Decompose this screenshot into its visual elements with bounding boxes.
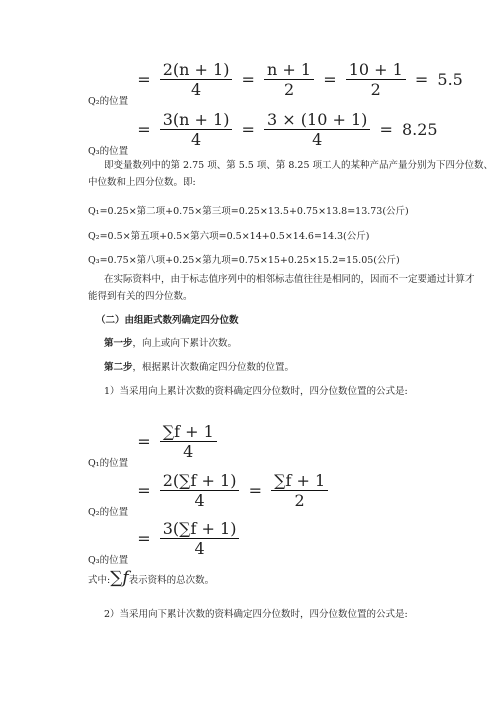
equation-q2-position — [88, 60, 463, 107]
denominator: 4 — [194, 539, 205, 558]
fraction — [160, 60, 233, 99]
denominator: 2 — [294, 491, 305, 510]
equals-sign: = — [323, 70, 337, 89]
denominator: 2 — [370, 80, 381, 99]
denominator: 2 — [283, 80, 295, 99]
formula-q1-position — [88, 422, 217, 469]
equation-label: Q₃的位置 — [88, 146, 129, 157]
q1-calculation: Q₁=0.25×第二项+0.75×第三项=0.25×13.5+0.75×13.8=13.73(公斤) — [88, 206, 409, 217]
fraction — [264, 60, 314, 99]
fraction — [160, 422, 217, 461]
numerator: n + 1 — [267, 60, 312, 79]
numerator: 3(n + 1) — [162, 110, 230, 129]
step-2 — [104, 359, 294, 373]
where-line — [88, 568, 214, 588]
equals-sign: = — [414, 70, 429, 89]
where-prefix: 式中: — [88, 575, 111, 586]
equation-label: Q₂的位置 — [88, 96, 129, 107]
equation-q3-position — [88, 110, 438, 157]
equation-label: Q₂的位置 — [88, 507, 129, 518]
denominator: 4 — [183, 442, 194, 461]
sum-f-symbol: ∑f — [110, 568, 129, 588]
note-line-1: 在实际资料中，由于标志值序列中的相邻标志值往往是相同的，因而不一定要通过计算才 — [104, 274, 475, 285]
denominator: 4 — [190, 80, 202, 99]
q3-calculation: Q₃=0.75×第八项+0.25×第九项=0.75×15+0.25×15.2=15.05(公斤) — [88, 255, 400, 266]
denominator: 4 — [312, 130, 323, 149]
formula-q3-position — [88, 519, 239, 566]
equals-sign: = — [137, 432, 151, 451]
step-1-label: 第一步 — [104, 338, 133, 349]
note-paragraph — [88, 271, 475, 305]
step-2-label: 第二步 — [104, 362, 133, 373]
step-1-text: ，向上或向下累计次数。 — [132, 338, 238, 349]
equals-sign: = — [241, 120, 255, 139]
equals-sign: = — [379, 120, 393, 139]
result: 5.5 — [437, 70, 463, 89]
intro-line-2: 中位数和上四分位数。即: — [88, 177, 196, 188]
intro-line-1: 即变量数列中的第 2.75 项、第 5.5 项、第 8.25 项工人的某种产品产量分别为下四分位数、 — [104, 160, 494, 171]
step-2-text: ，根据累计次数确定四分位数的位置。 — [132, 362, 295, 373]
numerator: 3(∑f + 1) — [162, 519, 237, 538]
q2-calculation: Q₂=0.5×第五项+0.5×第六项=0.5×14+0.5×14.6=14.3(公斤) — [88, 231, 370, 242]
equals-sign: = — [137, 529, 151, 548]
case-2-text: 2）当采用向下累计次数的资料确定四分位数时，四分位数位置的公式是: — [104, 609, 408, 620]
denominator: 4 — [190, 130, 202, 149]
numerator: 3 × (10 + 1) — [267, 110, 368, 129]
equation-label: Q₁的位置 — [88, 458, 129, 469]
equals-sign: = — [137, 481, 151, 500]
fraction — [264, 110, 370, 149]
result: 8.25 — [401, 120, 438, 139]
equals-sign: = — [137, 120, 151, 139]
numerator: ∑f + 1 — [162, 422, 214, 441]
fraction — [271, 471, 328, 510]
section-title: （二）由组距式数列确定四分位数 — [96, 315, 239, 326]
fraction — [160, 519, 240, 558]
numerator: ∑f + 1 — [274, 471, 326, 490]
equals-sign: = — [248, 481, 262, 500]
numerator: 10 + 1 — [348, 60, 403, 79]
intro-paragraph — [88, 157, 493, 191]
note-line-2: 能得到有关的四分位数。 — [88, 291, 193, 302]
fraction — [160, 110, 233, 149]
numerator: 2(∑f + 1) — [162, 471, 237, 490]
equals-sign: = — [241, 70, 255, 89]
formula-q2-position — [88, 471, 328, 518]
fraction — [346, 60, 406, 99]
equals-sign: = — [137, 70, 151, 89]
numerator: 2(n + 1) — [162, 60, 230, 79]
fraction — [160, 471, 240, 510]
step-1 — [104, 335, 237, 349]
case-1-text: 1）当采用向上累计次数的资料确定四分位数时，四分位数位置的公式是: — [104, 386, 408, 397]
where-text: 表示资料的总次数。 — [128, 575, 215, 586]
denominator: 4 — [194, 491, 205, 510]
equation-label: Q₃的位置 — [88, 555, 129, 566]
